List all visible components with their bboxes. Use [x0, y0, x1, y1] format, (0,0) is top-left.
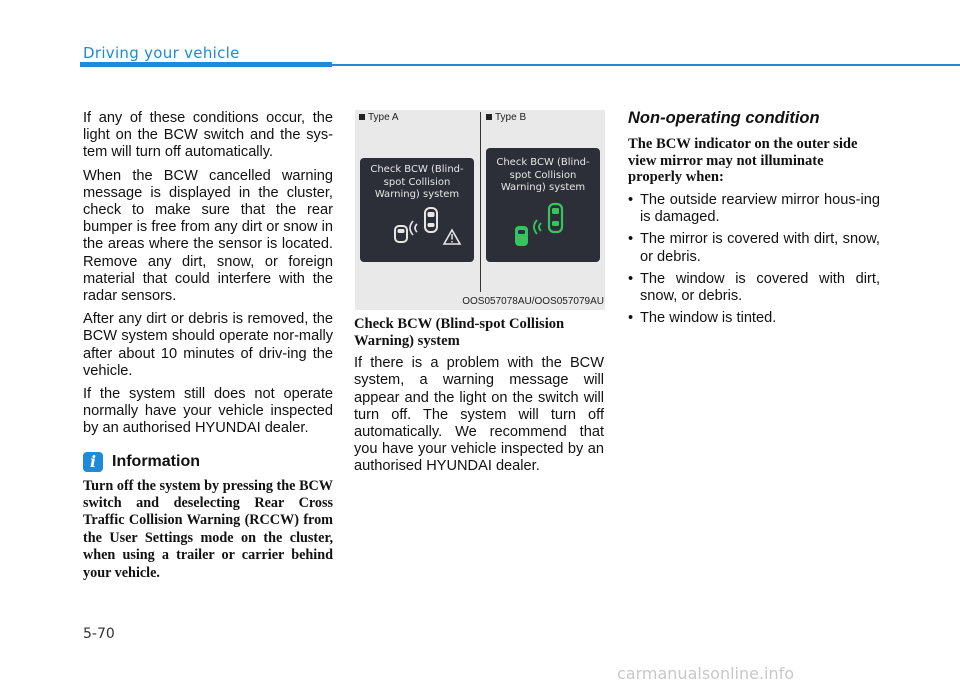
sub-heading: The BCW indicator on the outer side view mirror may not illuminate properly when: — [628, 136, 858, 186]
paragraph: If there is a problem with the BCW system, a warning message will appear and the light on the switch will turn off. The system will turn off automatically. We recommend that you have your vehicle inspected by an authorised HYUNDAI dealer. — [354, 355, 604, 475]
watermark: carmanualsonline.info — [617, 664, 795, 683]
section-heading: Non-operating condition — [628, 109, 820, 127]
list-item: • The mirror is covered with dirt, snow, or debris. — [628, 231, 880, 265]
right-column — [628, 110, 880, 332]
list-item: • The window is covered with dirt, snow, or debris. — [628, 271, 880, 305]
square-bullet-icon — [359, 114, 365, 120]
information-text: Turn off the system by pressing the BCW switch and deselecting Rear Cross Traffic Collision Warning (RCCW) from the User Settings mode on the cluster, when using a trailer or carrier behind your vehicle. — [83, 477, 333, 581]
section-heading: Check BCW (Blind-spot Collision Warning) system — [354, 316, 565, 349]
panel-message-line: spot Collision — [509, 169, 577, 181]
panel-message-line: Check BCW (Blind- — [496, 157, 590, 168]
left-column — [83, 110, 333, 582]
header-rule-thin — [332, 64, 960, 66]
cluster-panel-type-a — [360, 158, 474, 262]
paragraph: If any of these conditions occur, the light on the BCW switch and the sys-tem will turn off automatically. — [83, 110, 333, 161]
list-item: • The outside rearview mirror hous-ing is damaged. — [628, 192, 880, 226]
information-heading — [83, 452, 333, 472]
type-a-label — [359, 112, 399, 123]
blind-spot-car-icon — [486, 148, 600, 262]
type-b-label — [486, 112, 526, 123]
middle-column — [354, 316, 604, 482]
figure-divider — [480, 112, 481, 292]
panel-message-line: Warning) system — [374, 189, 460, 200]
panel-message-line: Warning) system — [500, 182, 586, 193]
paragraph: If the system still does not operate normally have your vehicle inspected by an authorised HYUNDAI dealer. — [83, 386, 333, 437]
page-number: 5-70 — [83, 626, 115, 642]
cluster-panel-type-b — [486, 148, 600, 262]
type-a-text: Type A — [368, 112, 399, 123]
paragraph: After any dirt or debris is removed, the BCW system should operate nor-mally after about 10 minutes of driv-ing the vehicle. — [83, 311, 333, 379]
header-title: Driving your vehicle — [83, 44, 240, 62]
paragraph: When the BCW cancelled warning message is displayed in the cluster, check to make sure that the rear bumper is free from any dirt or snow in the areas where the sensor is located. Remove any dirt, snow, or foreign material that could interfere with the radar sensors. — [83, 167, 333, 305]
bcw-warning-figure — [355, 110, 605, 310]
panel-message-line: Check BCW (Blind- — [370, 164, 464, 175]
list-item: • The window is tinted. — [628, 310, 880, 327]
figure-caption: OOS057078AU/OOS057079AU — [462, 296, 604, 307]
information-title: Information — [112, 453, 200, 471]
type-b-text: Type B — [495, 112, 527, 123]
condition-list — [628, 192, 880, 327]
panel-message-line: spot Collision — [383, 176, 451, 188]
square-bullet-icon — [486, 114, 492, 120]
information-icon: i — [83, 452, 103, 472]
header-rule-thick — [80, 62, 332, 67]
blind-spot-car-icon — [360, 158, 474, 262]
